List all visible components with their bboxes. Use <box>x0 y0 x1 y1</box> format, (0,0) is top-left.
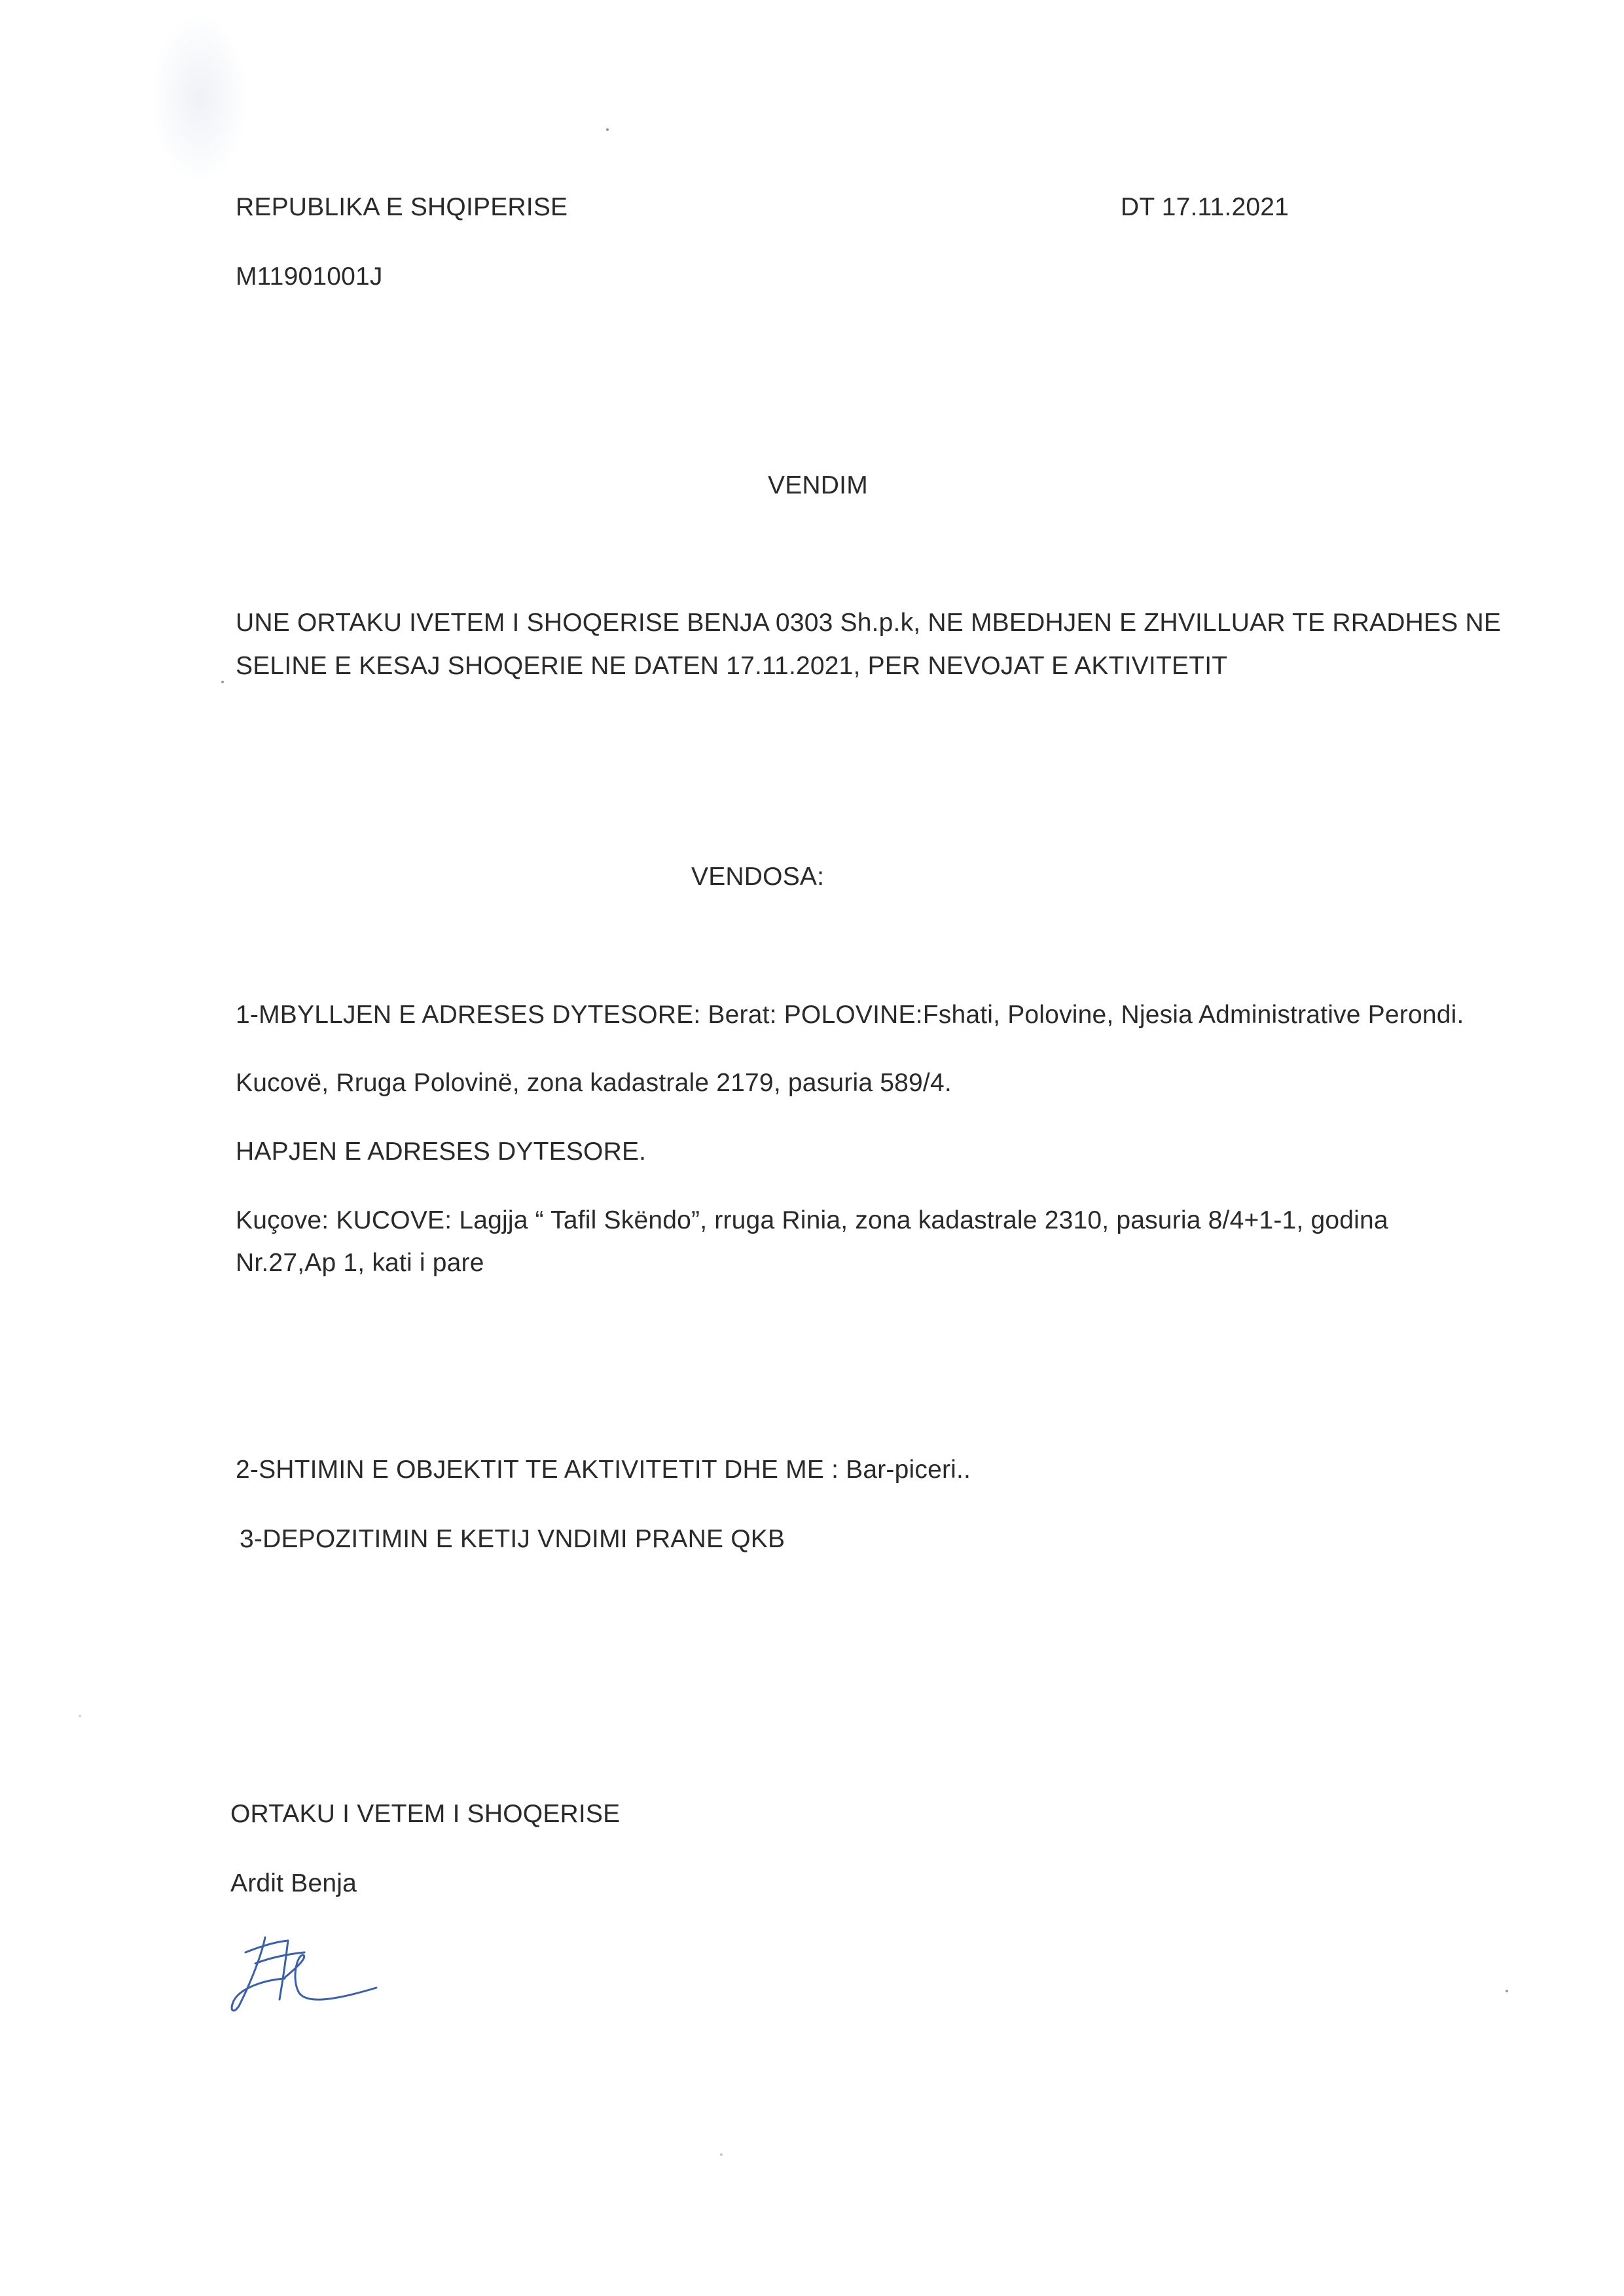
handwritten-signature <box>226 1928 383 2019</box>
signatory-role: ORTAKU I VETEM I SHOQERISE <box>230 1800 621 1828</box>
intro-line-2: SELINE E KESAJ SHOQERIE NE DATEN 17.11.2021, PER NEVOJAT E AKTIVITETIT <box>236 652 1228 680</box>
document-date: DT 17.11.2021 <box>1121 193 1290 221</box>
item-1-line-2: Kucovë, Rruga Polovinë, zona kadastrale 2179, pasuria 589/4. <box>236 1069 952 1097</box>
document-title: VENDIM <box>768 471 868 499</box>
scan-speck <box>606 128 609 131</box>
item-2: 2-SHTIMIN E OBJEKTIT TE AKTIVITETIT DHE ME : Bar-piceri.. <box>236 1456 971 1484</box>
item-1-line-1: 1-MBYLLJEN E ADRESES DYTESORE: Berat: POLOVINE:Fshati, Polovine, Njesia Administrative Perondi. <box>236 1001 1464 1029</box>
scan-speck <box>720 2153 723 2156</box>
item-1-line-4: Kuçove: KUCOVE: Lagjja “ Tafil Skëndo”, rruga Rinia, zona kadastrale 2310, pasuria 8/4+1-1, godina <box>236 1206 1388 1234</box>
scan-smudge <box>151 13 249 183</box>
scan-speck <box>79 1715 81 1717</box>
decision-heading: VENDOSA: <box>691 863 825 891</box>
item-1-line-3: HAPJEN E ADRESES DYTESORE. <box>236 1138 647 1166</box>
scan-speck <box>221 681 224 683</box>
item-3: 3-DEPOZITIMIN E KETIJ VNDIMI PRANE QKB <box>240 1525 785 1553</box>
nipt-code: M11901001J <box>236 262 383 291</box>
country-header: REPUBLIKA E SHQIPERISE <box>236 193 568 221</box>
intro-line-1: UNE ORTAKU IVETEM I SHOQERISE BENJA 0303 Sh.p.k, NE MBEDHJEN E ZHVILLUAR TE RRADHES NE <box>236 609 1502 637</box>
signatory-name: Ardit Benja <box>230 1869 357 1897</box>
item-1-line-5: Nr.27,Ap 1, kati i pare <box>236 1249 484 1277</box>
scan-speck <box>1506 1990 1508 1992</box>
